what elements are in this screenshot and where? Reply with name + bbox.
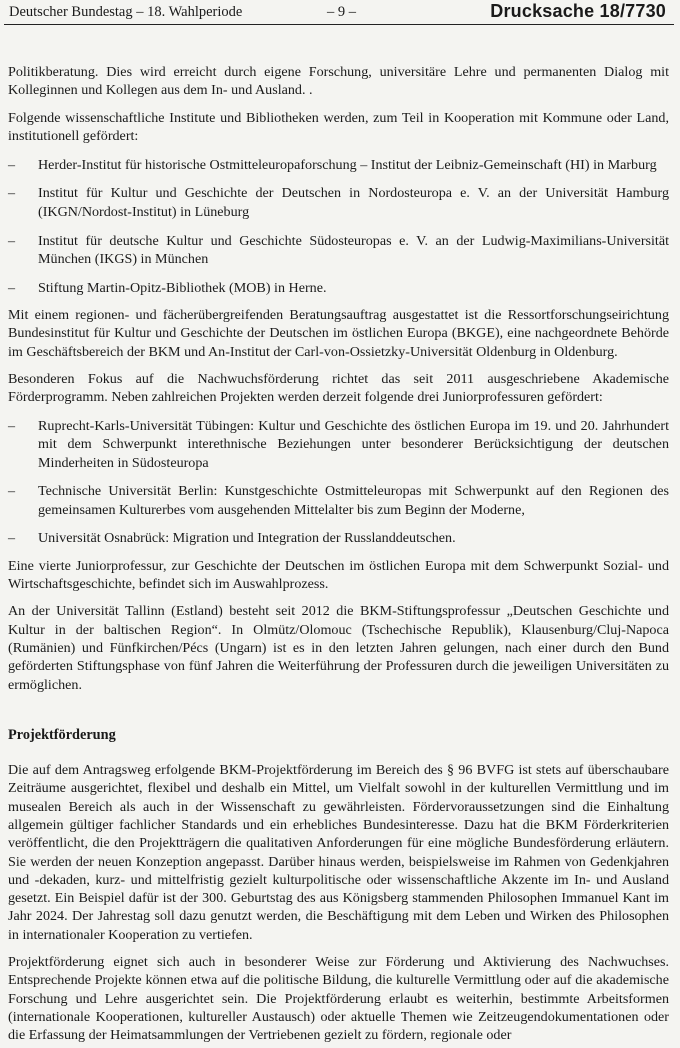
list-item-text: Ruprecht-Karls-Universität Tübingen: Kultur und Geschichte des östlichen Europa im 19. und 20. Jahrhundert mit dem Schwerpunkt interethnische Beziehungen unter besonderer Berücksichtigung der deutschen Minderheiten in Südosteuropa	[38, 417, 669, 471]
paragraph-6: An der Universität Tallinn (Estland) besteht seit 2012 die BKM-Stiftungsprofessur „Deutschen Geschichte und Kultur in der baltischen Region“. In Olmütz/Olomouc (Tschechische Republik), Klausenburg/Cluj-Napoca (Rumänien) und Fünfkirchen/Pécs (Ungarn) ist es in den letzten Jahren gelungen, nach einer durch den Bund geförderten Stiftungsphase von fünf Jahren die Weiterführung der Professuren durch die jeweiligen Universitäten zu ermöglichen.	[8, 603, 669, 693]
paragraph-8: Projektförderung eignet sich auch in besonderer Weise zur Förderung und Aktivierung des Nachwuchses. Entsprechende Projekte können etwa auf die politische Bildung, die kulturelle Vermittlung oder auf die akademische Forschung und Lehre ausgerichtet sein. Die Projektförderung erlaubt es weiterhin, bestimmte Arbeitsformen (internationale Kooperationen, kultureller Austausch) oder aktuelle Themen wie Zeitzeugendokumentationen oder die Erfassung der Heimatsammlungen der Vertriebenen gezielt zu fördern, regionale oder	[8, 954, 669, 1044]
paragraph-2: Folgende wissenschaftliche Institute und Bibliotheken werden, zum Teil in Kooperation mit Kommune oder Land, institutionell gefördert:	[8, 109, 669, 144]
list-item	[8, 279, 669, 297]
paragraph-5: Eine vierte Juniorprofessur, zur Geschichte der Deutschen im östlichen Europa mit dem Schwerpunkt Sozial- und Wirtschaftsgeschichte, befindet sich im Auswahlprozess.	[8, 557, 669, 593]
paragraph-1: Politikberatung. Dies wird erreicht durch eigene Forschung, universitäre Lehre und permanenten Dialog mit Kolleginnen und Kollegen aus dem In- und Ausland. .	[8, 64, 669, 99]
list-item	[8, 482, 669, 519]
list-marker: –	[8, 417, 16, 434]
list-item	[8, 417, 669, 472]
header-left: Deutscher Bundestag – 18. Wahlperiode	[9, 4, 243, 20]
list-item-text: Universität Osnabrück: Migration und Integration der Russlanddeutschen.	[38, 530, 456, 547]
list-marker: –	[8, 232, 16, 249]
list-marker: –	[8, 279, 16, 296]
list-item	[8, 232, 669, 269]
header-rule	[4, 24, 674, 25]
list-marker: –	[8, 530, 16, 547]
list-marker: –	[8, 483, 16, 500]
list-item	[8, 529, 669, 547]
paragraph-4: Besonderen Fokus auf die Nachwuchsförderung richtet das seit 2011 ausgeschriebene Akademische Förderprogramm. Neben zahlreichen Projekten werden derzeit folgende drei Juniorprofessuren gefördert:	[8, 370, 669, 406]
list-item-text: Institut für Kultur und Geschichte der Deutschen in Nordosteuropa e. V. an der Universität Hamburg (IKGN/Nordost-Institut) in Lüneburg	[38, 185, 669, 220]
page-header	[9, 2, 668, 24]
list-item-text: Institut für deutsche Kultur und Geschichte Südosteuropas e. V. an der Ludwig-Maximilians-Universität München (IKGS) in München	[38, 232, 669, 267]
list-item	[8, 156, 669, 174]
section-heading: Projektförderung	[8, 726, 116, 743]
list-marker: –	[8, 156, 16, 173]
list-item-text: Technische Universität Berlin: Kunstgeschichte Ostmitteleuropas mit Schwerpunkt auf den Regionen des gemeinsamen Kulturerbes vom ausgehenden Mittelalter bis zum Beginn der Moderne,	[38, 483, 669, 518]
list-item-text: Stiftung Martin-Opitz-Bibliothek (MOB) in Herne.	[38, 279, 327, 296]
paragraph-7: Die auf dem Antragsweg erfolgende BKM-Projektförderung im Bereich des § 96 BVFG ist stets auf überschaubare Zeiträume ausgerichtet, flexibel und deshalb ein Mittel, um Vielfalt sowohl in der kulturellen Vermittlung und im musealen Bereich als auch in der Wissenschaft zu gewährleisten. Fördervoraussetzungen sind die Einhaltung allgemein gültiger fachlicher Standards und ein erhebliches Bundesinteresse. Dazu hat die BKM Förderkriterien veröffentlicht, die den Projektträgern die qualitativen Anforderungen für eine mögliche Bundesförderung erläutern. Sie werden der neuen Konzeption angepasst. Darüber hinaus werden, beispielsweise im Rahmen von Gedenkjahren und -dekaden, kurz- und mittelfristig gezielt kulturpolitische oder wissenschaftliche Akzente im In- und Ausland gesetzt. Ein Beispiel dafür ist der 300. Geburtstag des aus Königsberg stammenden Philosophen Immanuel Kant im Jahr 2024. Der Jahrestag soll dazu genutzt werden, die Beschäftigung mit dem Leben und Wirken des Philosophen in internationaler Kooperation zu vertiefen.	[8, 762, 669, 943]
document-number: Drucksache 18/7730	[490, 1, 666, 21]
paragraph-3: Mit einem regionen- und fächerübergreifenden Beratungsauftrag ausgestattet ist die Ressortforschungseirichtung Bundesinstitut für Kultur und Geschichte der Deutschen im östlichen Europa (BKGE), eine nachgeordnete Behörde im Geschäftsbereich der BKM und An-Institut der Carl-von-Ossietzky-Universität Oldenburg in Oldenburg.	[8, 306, 669, 360]
list-item	[8, 184, 669, 221]
list-marker: –	[8, 185, 16, 202]
page-number: – 9 –	[327, 4, 356, 20]
document-body	[8, 63, 669, 1045]
list-item-text: Herder-Institut für historische Ostmitteleuropaforschung – Institut der Leibniz-Gemeinschaft (HI) in Marburg	[38, 156, 657, 173]
